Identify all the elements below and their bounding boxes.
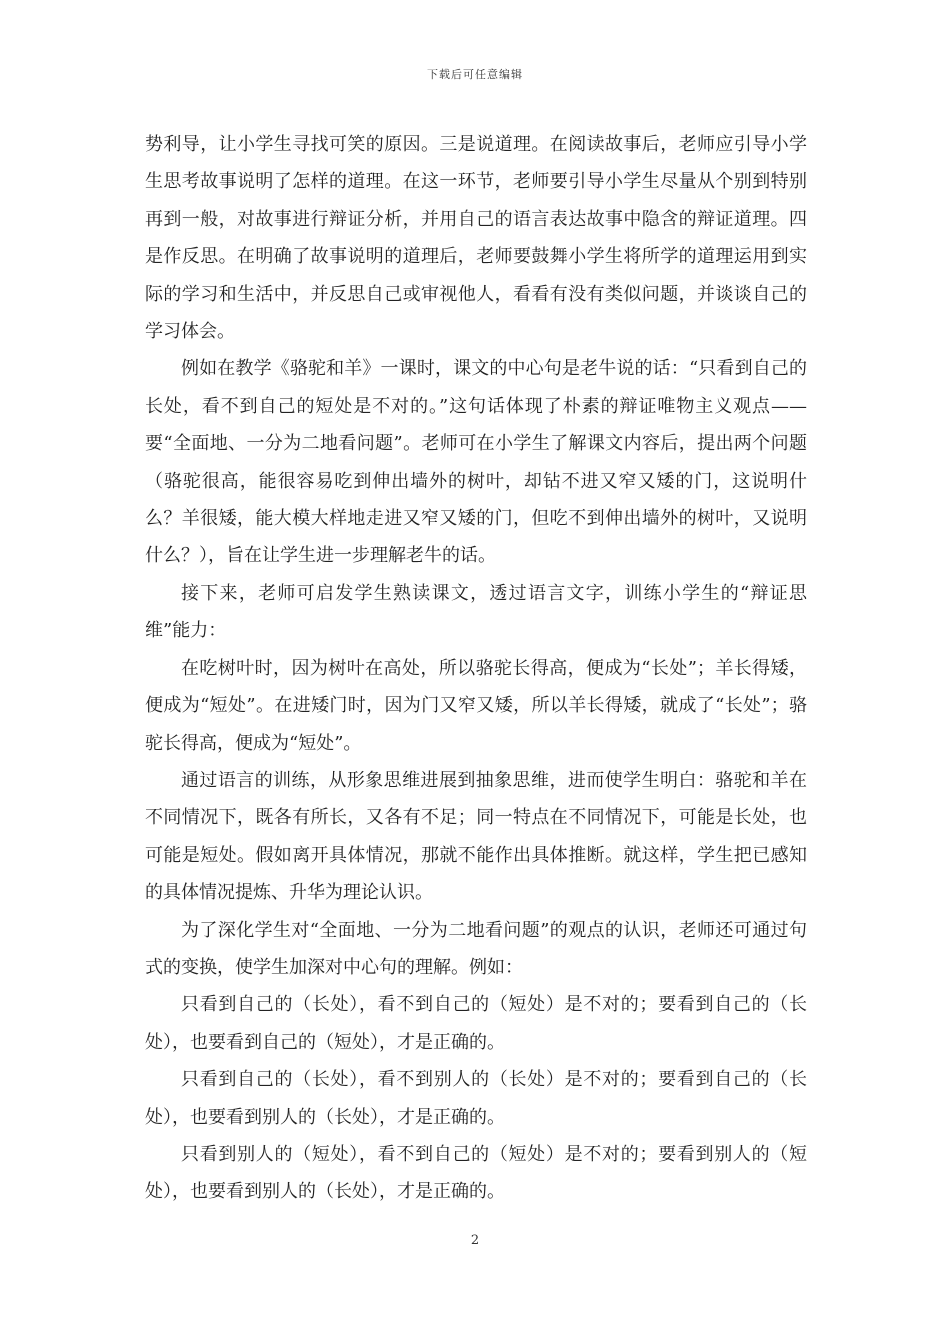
paragraph-6: 为了深化学生对“全面地、一分为二地看问题”的观点的认识，老师还可通过句式的变换，使学生加深对中心句的理解。例如： bbox=[145, 919, 807, 978]
paragraph-8: 只看到自己的（长处），看不到别人的（长处）是不对的；要看到自己的（长处），也要看到别人的（长处），才是正确的。 bbox=[145, 1069, 807, 1128]
page-number: 2 bbox=[470, 1233, 480, 1248]
paragraph-3: 接下来，老师可启发学生熟读课文，透过语言文字，训练小学生的“辩证思维”能力： bbox=[145, 582, 807, 642]
document-body bbox=[145, 126, 807, 1211]
paragraph-1: 势利导，让小学生寻找可笑的原因。三是说道理。在阅读故事后，老师应引导小学生思考故事说明了怎样的道理。在这一环节，老师要引导小学生尽量从个别到特别再到一般，对故事进行辩证分析，并用自己的语言表达故事中隐含的辩证道理。四是作反思。在明确了故事说明的道理后，老师要鼓舞小学生将所学的道理运用到实际的学习和生活中，并反思自己或审视他人，看看有没有类似问题，并谈谈自己的学习体会。 bbox=[145, 134, 807, 343]
paragraph-2: 例如在教学《骆驼和羊》一课时，课文的中心句是老牛说的话：“只看到自己的长处，看不到自己的短处是不对的。”这句话体现了朴素的辩证唯物主义观点——要“全面地、一分为二地看问题”。老师可在小学生了解课文内容后，提出两个问题（骆驼很高，能很容易吃到伸出墙外的树叶，却钻不进又窄又矮的门，这说明什么？羊很矮，能大模大样地走进又窄又矮的门，但吃不到伸出墙外的树叶，又说明什么？），旨在让学生进一步理解老牛的话。 bbox=[145, 358, 807, 567]
paragraph-9: 只看到别人的（短处），看不到自己的（短处）是不对的；要看到别人的（短处），也要看到别人的（长处），才是正确的。 bbox=[145, 1143, 807, 1203]
paragraph-5: 通过语言的训练，从形象思维进展到抽象思维，进而使学生明白：骆驼和羊在不同情况下，既各有所长，又各有不足；同一特点在不同情况下，可能是长处，也可能是短处。假如离开具体情况，那就不能作出具体推断。就这样，学生把已感知的具体情况提炼、升华为理论认识。 bbox=[145, 769, 807, 904]
paragraph-4: 在吃树叶时，因为树叶在高处，所以骆驼长得高，便成为“长处”；羊长得矮，便成为“短处”。在进矮门时，因为门又窄又矮，所以羊长得矮，就成了“长处”；骆驼长得高，便成为“短处”。 bbox=[145, 657, 807, 754]
paragraph-7: 只看到自己的（长处），看不到自己的（短处）是不对的；要看到自己的（长处），也要看到自己的（短处），才是正确的。 bbox=[145, 994, 807, 1053]
page-header: 下载后可任意编辑 bbox=[427, 68, 523, 81]
